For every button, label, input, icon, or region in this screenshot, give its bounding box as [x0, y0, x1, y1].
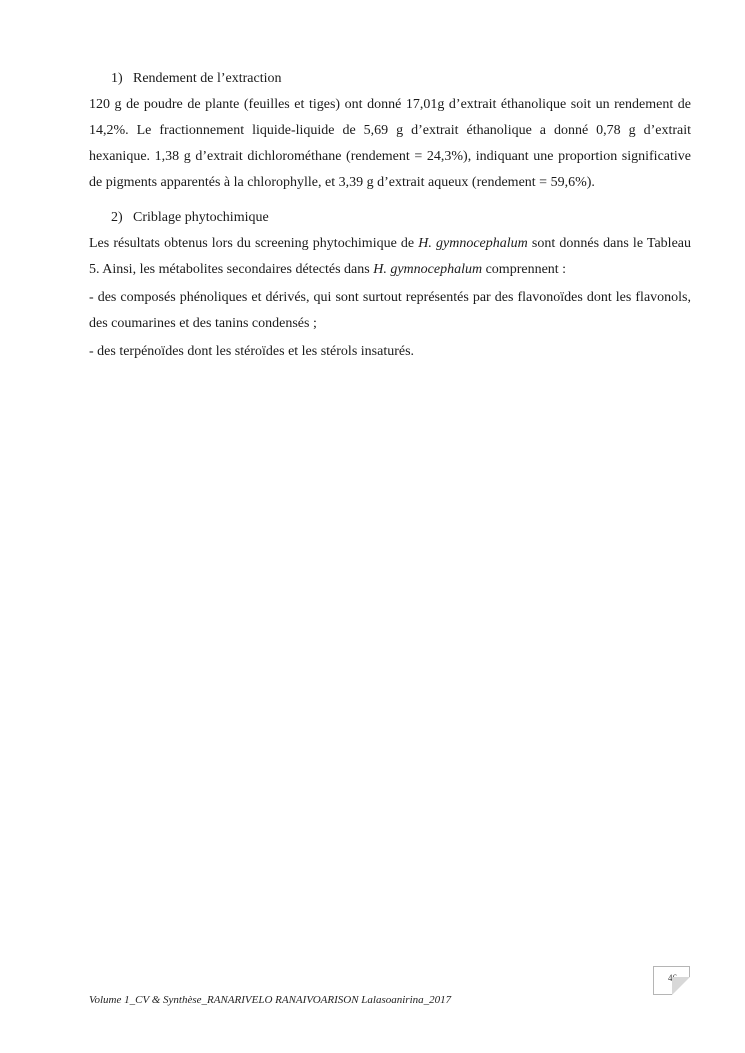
- page-number-box: [653, 966, 690, 995]
- section-number: 1): [111, 71, 123, 86]
- list-item-phenolic: - des composés phénoliques et dérivés, qui sont surtout représentés par des flavonoïdes dont les flavonols, des coumarines et des tanins condensés ;: [89, 290, 691, 331]
- section-heading-extraction: [89, 66, 691, 92]
- section-title: Criblage phytochimique: [133, 210, 269, 225]
- page-curl-icon: [672, 977, 690, 995]
- list-item-terpenoid: - des terpénoïdes dont les stéroïdes et les stérols insaturés.: [89, 344, 415, 359]
- criblage-paragraph: Les résultats obtenus lors du screening phytochimique de H. gymnocephalum sont donnés dans le Tableau 5. Ainsi, les métabolites secondaires détectés dans H. gymnocephalum comprennent :: [89, 236, 692, 277]
- page-footer: Volume 1_CV & Synthèse_RANARIVELO RANAIVOARISON Lalasoanirina_2017: [89, 994, 452, 1006]
- species-name: H. gymnocephalum: [418, 236, 528, 251]
- page-number: 46: [668, 973, 677, 983]
- section-number: 2): [111, 210, 123, 225]
- extraction-paragraph: 120 g de poudre de plante (feuilles et tiges) ont donné 17,01g d’extrait éthanolique soit un rendement de 14,2%. Le fractionnement liquide-liquide de 5,69 g d’extrait éthanolique a donné 0,78 g d’extrait hexanique. 1,38 g d’extrait dichlorométhane (rendement = 24,3%), indiquant une proportion significative de pigments apparentés à la chlorophylle, et 3,39 g d’extrait aqueux (rendement = 59,6%).: [89, 97, 691, 190]
- document-body: [89, 66, 691, 365]
- section-title: Rendement de l’extraction: [133, 71, 282, 86]
- section-heading-criblage: [89, 205, 691, 231]
- species-name: H. gymnocephalum: [373, 262, 483, 277]
